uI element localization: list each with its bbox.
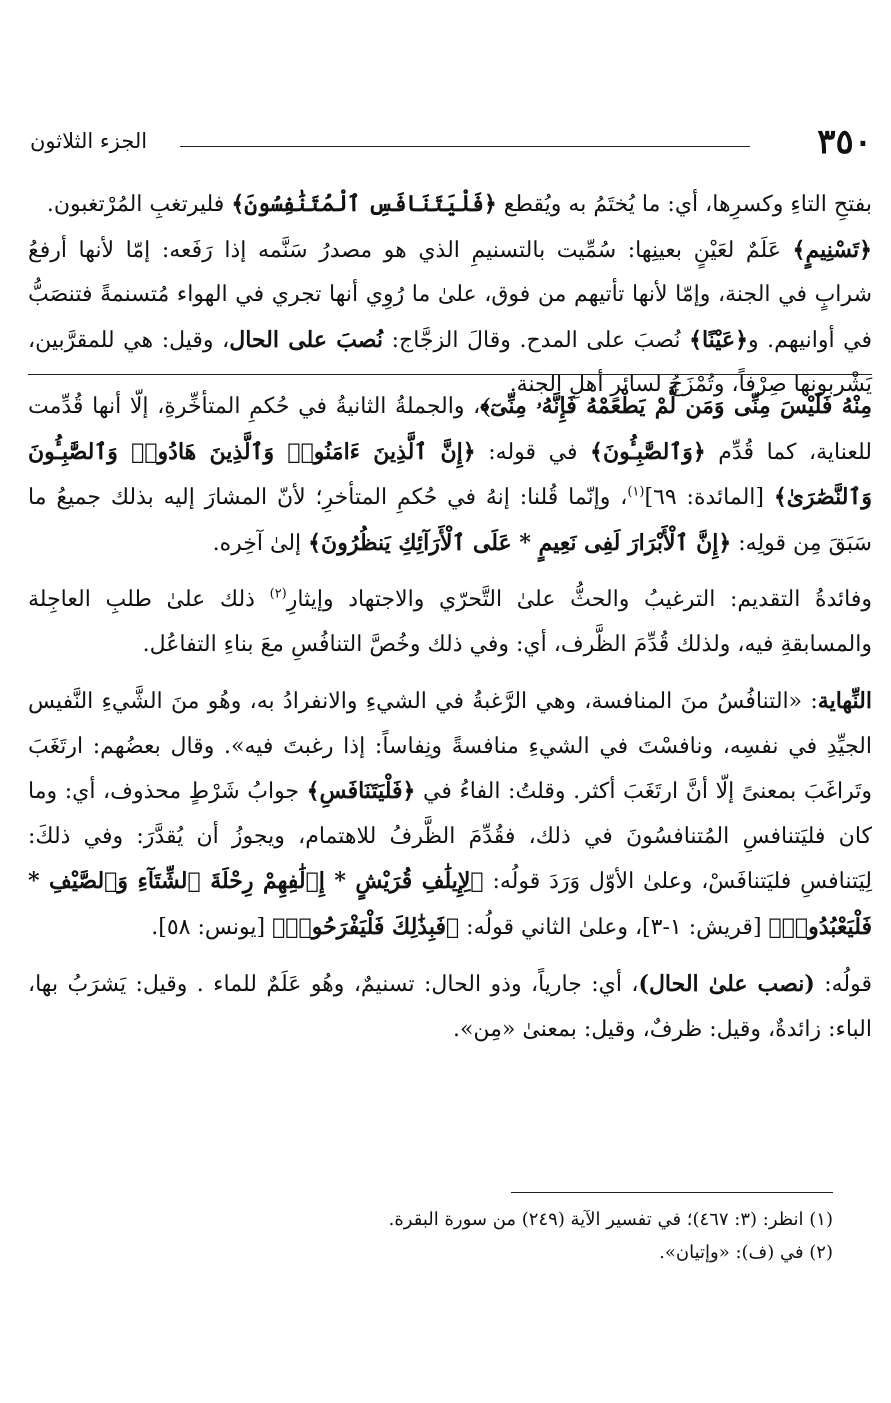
text-run: بفتحِ التاءِ وكسرِها، أي: ما يُختَمُ به ويُقطع: [496, 192, 872, 217]
gloss-section: [28, 384, 872, 1052]
quran-quote: مِنْهُ فَلَيْسَ مِنِّى وَمَن لَّمْ يَطْعَمْهُ فَإِنَّهُۥ مِنِّىٓ﴾: [480, 393, 872, 419]
text-run: إلىٰ آخِره.: [212, 530, 309, 556]
gloss-paragraph-4: [28, 962, 872, 1052]
footnotes: [133, 1203, 833, 1269]
footnote-marker[interactable]: (١): [627, 484, 645, 500]
gloss-paragraph-3: [28, 679, 872, 950]
text-run: : «التنافُسُ منَ المنافسة، وهي الرَّغبةُ في الشيءِ والانفرادُ به، وهُو منَ الشَّيءِ النَّفيس الجيِّدِ في نفسِه، ونافسْتَ في الشيءِ منافسةً ونِفاساً: إذا رغبتَ فيه». وقال بعضُهم: ارتَغَبَ وتَراغَبَ بمعنىً إلّا أنَّ ارتَغَبَ أكثر. وقلتُ: الفاءُ في: [28, 689, 872, 804]
text-run: عَلَمٌ لعَيْنٍ بعينِها: سُمِّيت بالتسنيمِ الذي هو مصدرُ سَنَّمه إذا رَفَعه: إمّا لأنها أرفعُ شرابٍ في الجنة، وإمّا لأنها تأتيهم من فوق، علىٰ ما رُوِي أنها تجري في الهواء مُتسنمةً فتنصَبُّ في أوانيهم. و: [28, 237, 873, 353]
quran-quote: ﴿تَسْنِيمٍ﴾: [792, 236, 872, 263]
text-run: [قريش: ١-٣]، وعلىٰ الثاني قولُه:: [459, 914, 769, 940]
source-name: النِّهاية: [817, 688, 872, 714]
quran-quote: ﴿إِنَّ ٱلَّذِينَ ءَامَنُوا۟ وَٱلَّذِينَ هَادُوا۟ وَٱلصَّٰبِـُٔونَ وَٱلنَّصَٰرَىٰ﴾: [28, 438, 872, 510]
text-run: ، والجملةُ الثانيةُ في حُكمِ المتأخِّرةِ، إلّا أنها قُدِّمت للعناية، كما قُدِّم: [28, 394, 872, 465]
page-number: ٣٥٠: [817, 122, 872, 162]
text-run: [يونس: ٥٨].: [151, 914, 273, 940]
text-run: [المائدة: ٦٩]: [644, 485, 774, 510]
commentary-paragraph-2: [28, 228, 872, 408]
section-divider: [28, 374, 872, 375]
commentary-paragraph-1: [28, 182, 872, 228]
quran-quote: ﴿إِنَّ ٱلْأَبْرَارَ لَفِى نَعِيمٍ * عَلَى ٱلْأَرَآئِكِ يَنظُرُونَ﴾: [308, 529, 732, 556]
footnote-1: (١) انظر: (٣: ٤٦٧)؛ في تفسير الآية (٢٤٩) من سورة البقرة.: [388, 1209, 833, 1230]
text-run: قولُه:: [814, 972, 872, 997]
gloss-paragraph-2: [28, 578, 872, 667]
gloss-paragraph-1: [28, 384, 872, 566]
part-title: الجزء الثلاثون: [30, 129, 148, 153]
footnote-2: (٢) في (ف): «وإتيان».: [659, 1242, 833, 1263]
quran-quote: ﴿فَلْيَتَنَافَسِ ٱلْمُتَنَٰفِسُونَ﴾: [231, 191, 497, 217]
text-run: جوابُ شَرْطٍ محذوف، أي: وما كان فليَتنافسِ المُتنافسُونَ في ذلك، فقُدِّمَ الظَّرفُ للاهتمام، ويجوزُ أن يُقدَّرَ: وفي ذلكَ: لِيَتنافسِ فليَتنافَسْ، وعلىٰ الأوّل وَرَدَ قولُه:: [28, 779, 873, 894]
text-run: وفائدةُ التقديم: الترغيبُ والحثُّ علىٰ التَّحرّي والاجتهاد وإيثارِ: [286, 587, 872, 612]
quran-quote: ﴿وَٱلصَّٰبِـُٔونَ﴾: [590, 438, 706, 465]
text-run: نُصبَ على المدح. وقالَ الزجَّاج:: [383, 327, 690, 353]
highlighted-phrase: (نصب علىٰ الحال): [638, 971, 815, 997]
quran-quote: ﴿فَبِذَٰلِكَ فَلْيَفْرَحُوا۟﴾: [272, 913, 460, 940]
text-run: ، أي: جارياً، وذو الحال: تسنيمٌ، وهُو عَلَمٌ للماء . وقيل: يَشرَبُ بها، الباء: زائدةٌ، وقيل: ظرفٌ، وقيل: بمعنىٰ «مِن».: [28, 972, 872, 1042]
text-run: ، وإنّما قُلنا: إنهُ في حُكمِ المتأخرِ؛ لأنّ المشارَ إليه بذلك جميعُ ما سَبَقَ مِن قولِه:: [28, 485, 872, 556]
text-run: ذلك علىٰ طلبِ العاجِلة والمسابقةِ فيه، ولذلك قُدِّمَ الظَّرف، أي: وفي ذلك وخُصَّ التنافُسِ معَ بناءِ التفاعُل.: [28, 587, 872, 657]
quran-quote: ﴿عَيْنًا﴾: [689, 326, 748, 353]
text-run: ، وقيل: هي للمقرَّبين، يَشْربونها صِرْفاً، وتُمْزَجُ لسائرِ أهلِ الجنة.: [28, 327, 872, 397]
footnote-divider: [511, 1192, 833, 1193]
page-header: [30, 118, 872, 168]
text-run: فليرتغبِ المُرْتغبون.: [46, 192, 232, 217]
quran-quote: ﴿فَلْيَتَنَافَسِ﴾: [306, 778, 416, 804]
highlighted-phrase: نُصبَ على الحال: [229, 326, 384, 353]
header-rule: [180, 146, 750, 147]
footnote-marker[interactable]: (٢): [269, 586, 287, 602]
text-run: في قوله:: [475, 439, 591, 465]
quran-quote: ﴿لِإِيلَٰفِ قُرَيْشٍ * إِۦلَٰفِهِمْ رِحْلَةَ ٱلشِّتَآءِ وَٱلصَّيْفِ * فَلْيَعْبُدُوا۟﴾: [28, 868, 872, 940]
